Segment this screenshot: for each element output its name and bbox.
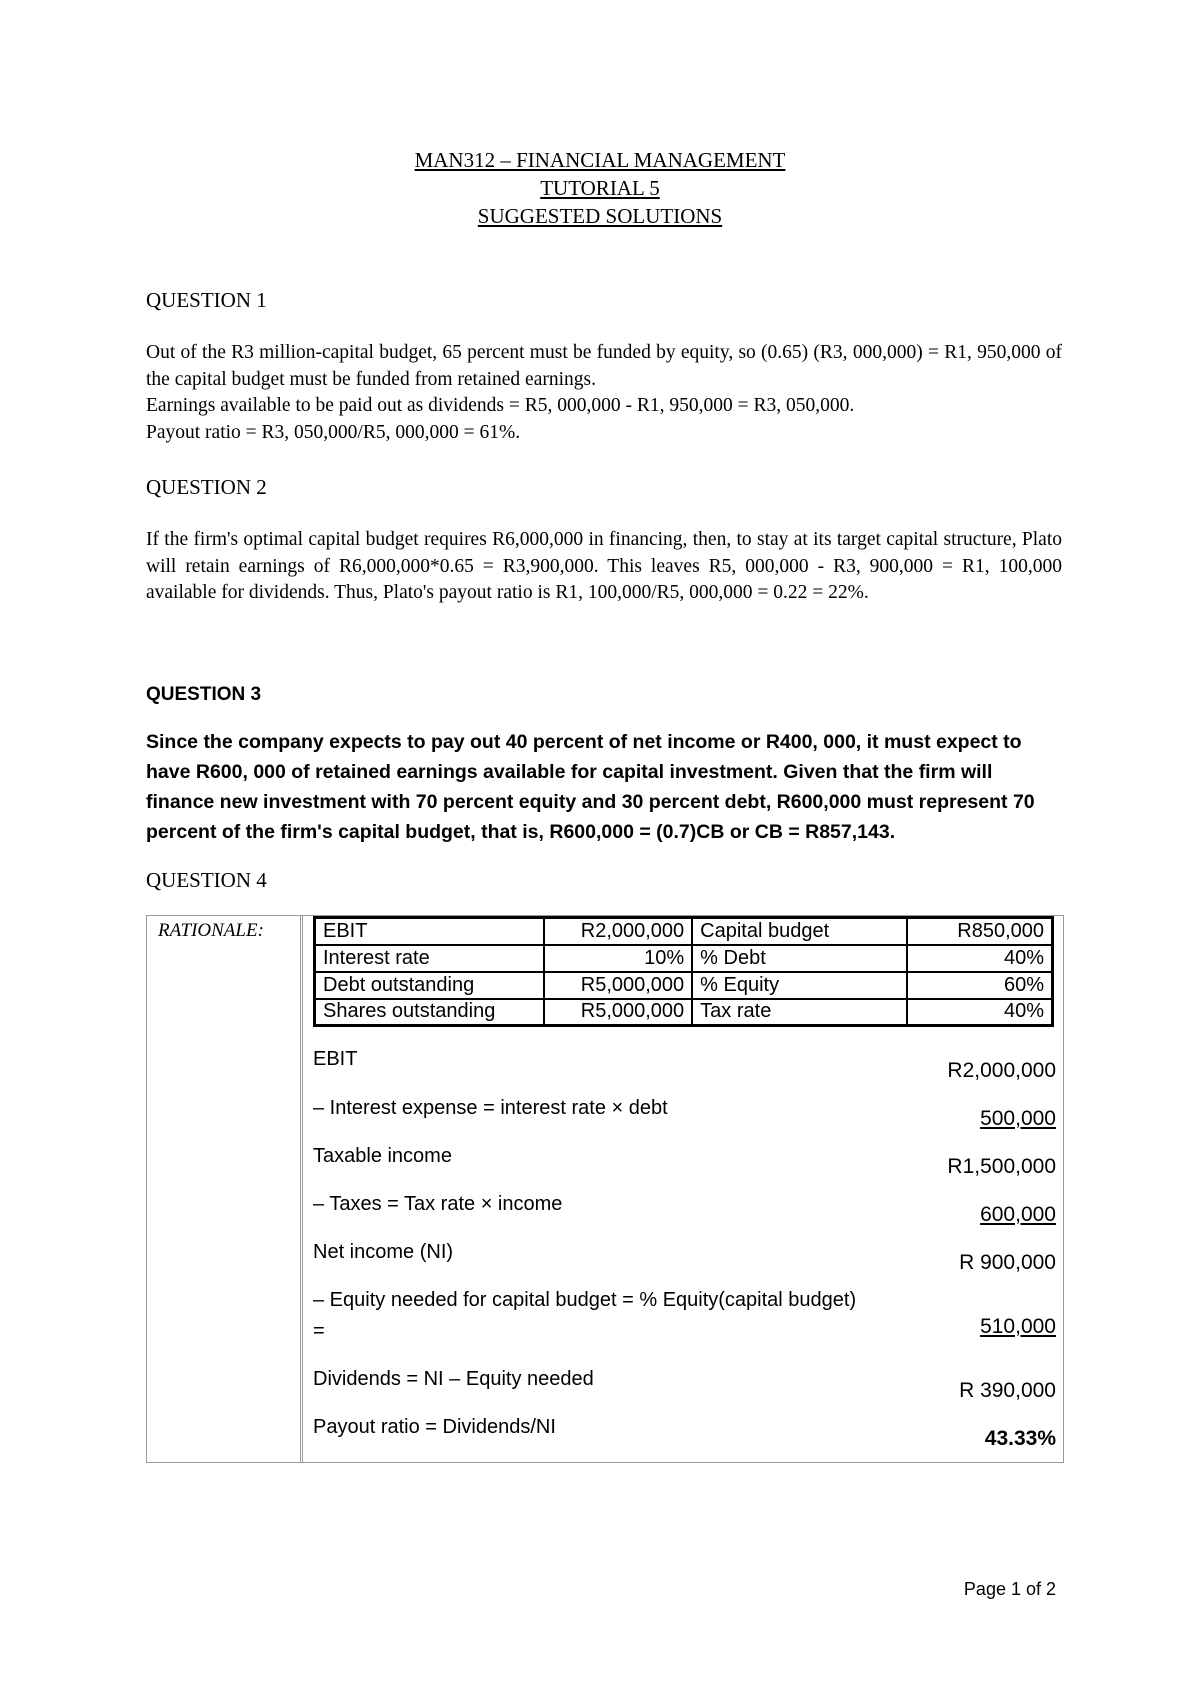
- calc-value-interest: 500,000: [980, 1107, 1056, 1130]
- course-title: MAN312 – FINANCIAL MANAGEMENT: [414, 148, 786, 172]
- calc-label-equity-needed: – Equity needed for capital budget = % Equity(capital budget) =: [313, 1289, 857, 1342]
- calc-label-ebit: EBIT: [313, 1048, 358, 1070]
- input-label: EBIT: [315, 918, 545, 945]
- calc-label-interest: – Interest expense = interest rate × debt: [313, 1097, 668, 1119]
- table-row: [315, 972, 1053, 999]
- question-1-heading: QUESTION 1: [146, 288, 267, 312]
- question-1-paragraph-2: Earnings available to be paid out as dividends = R5, 000,000 - R1, 950,000 = R3, 050,000.: [146, 395, 855, 416]
- calc-label-taxable-income: Taxable income: [313, 1145, 452, 1167]
- input-value: R5,000,000: [544, 972, 692, 999]
- table-row: [315, 945, 1053, 972]
- input-label: Shares outstanding: [315, 999, 545, 1026]
- document-title: [0, 146, 1200, 230]
- table-row: [315, 999, 1053, 1026]
- calc-label-payout-ratio: Payout ratio = Dividends/NI: [313, 1416, 556, 1438]
- question-2-heading: QUESTION 2: [146, 475, 267, 499]
- calc-label-dividends: Dividends = NI – Equity needed: [313, 1368, 594, 1390]
- calc-value-dividends: R 390,000: [959, 1379, 1056, 1402]
- subtitle: SUGGESTED SOLUTIONS: [477, 204, 723, 228]
- rationale-label: RATIONALE:: [158, 920, 264, 941]
- calc-value-taxable-income: R1,500,000: [947, 1155, 1056, 1178]
- input-label: Capital budget: [692, 918, 907, 945]
- input-value: 10%: [544, 945, 692, 972]
- input-value: R5,000,000: [544, 999, 692, 1026]
- inputs-table: [313, 916, 1054, 1027]
- calc-label-taxes: – Taxes = Tax rate × income: [313, 1193, 563, 1215]
- question-1-paragraph-3: Payout ratio = R3, 050,000/R5, 000,000 = 61%.: [146, 421, 521, 443]
- rationale-divider: [300, 916, 303, 1462]
- question-1-body: [146, 340, 1062, 446]
- input-label: Tax rate: [692, 999, 907, 1026]
- input-value: R850,000: [907, 918, 1053, 945]
- question-1-paragraph-1: Out of the R3 million-capital budget, 65 percent must be funded by equity, so (0.65) (R3, 000,000) = R1, 950,000 of the capital budget must be funded from retained earnings.: [146, 342, 1062, 390]
- calc-label-net-income: Net income (NI): [313, 1241, 454, 1263]
- calc-value-net-income: R 900,000: [959, 1251, 1056, 1274]
- question-4-heading: QUESTION 4: [146, 868, 267, 892]
- question-3-heading: QUESTION 3: [146, 684, 262, 705]
- input-value: R2,000,000: [544, 918, 692, 945]
- question-3-paragraph: Since the company expects to pay out 40 percent of net income or R400, 000, it must expect to have R600, 000 of retained earnings available for capital investment. Given that the firm will finance new investment with 70 percent equity and 30 percent debt, R600,000 must represent 70 percent of the firm's capital budget, that is, R600,000 = (0.7)CB or CB = R857,143.: [146, 731, 1035, 843]
- input-value: 40%: [907, 999, 1053, 1026]
- input-value: 60%: [907, 972, 1053, 999]
- input-label: % Equity: [692, 972, 907, 999]
- question-2-paragraph: If the firm's optimal capital budget requires R6,000,000 in financing, then, to stay at its target capital structure, Plato will retain earnings of R6,000,000*0.65 = R3,900,000. This leaves R5, 000,000 - R3, 900,000 = R1, 100,000 available for dividends. Thus, Plato's payout ratio is R1, 100,000/R5, 000,000 = 0.22 = 22%.: [146, 529, 1062, 603]
- calc-value-ebit: R2,000,000: [947, 1059, 1056, 1082]
- input-label: % Debt: [692, 945, 907, 972]
- input-value: 40%: [907, 945, 1053, 972]
- tutorial-title: TUTORIAL 5: [540, 176, 660, 200]
- input-label: Debt outstanding: [315, 972, 545, 999]
- calc-value-equity-needed: 510,000: [980, 1315, 1056, 1338]
- calc-value-taxes: 600,000: [980, 1203, 1056, 1226]
- calc-value-payout-ratio: 43.33%: [984, 1427, 1056, 1450]
- input-label: Interest rate: [315, 945, 545, 972]
- page-number: Page 1 of 2: [963, 1579, 1056, 1599]
- table-row: [315, 918, 1053, 945]
